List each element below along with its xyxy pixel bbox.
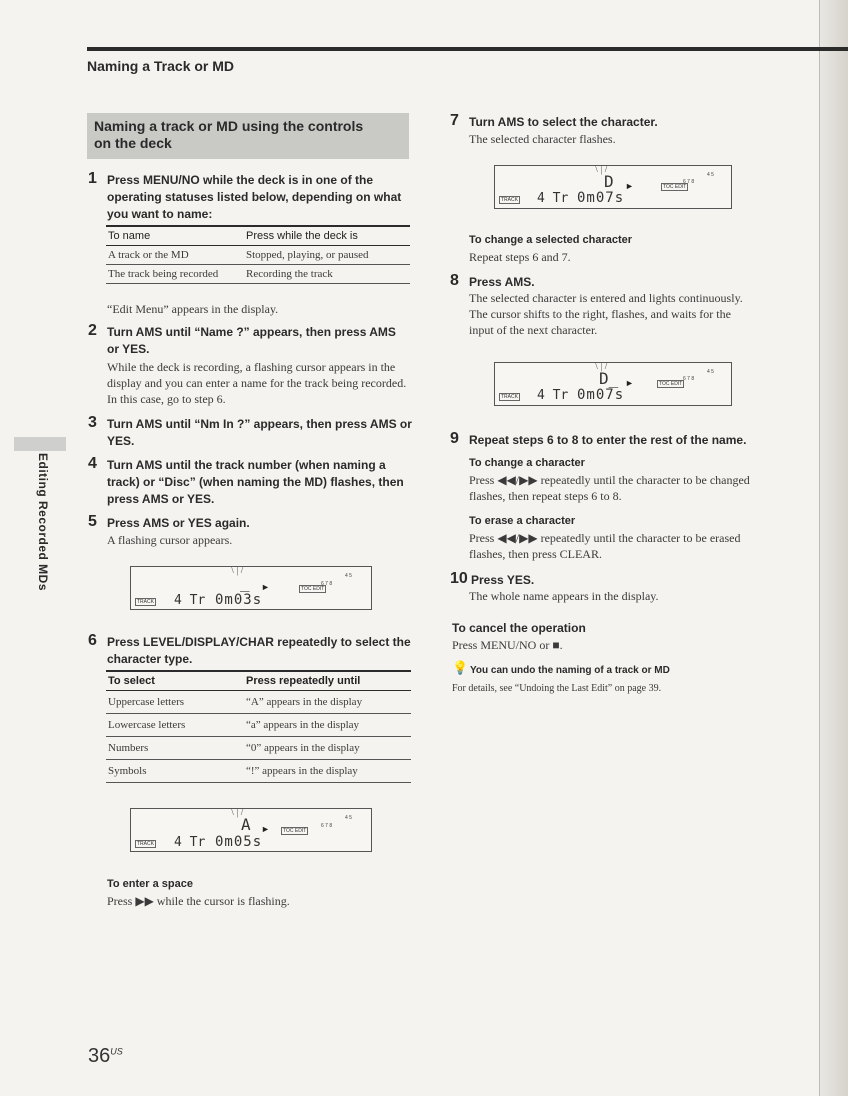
lcd-track-number: 4 Tr — [537, 388, 569, 403]
lcd-tocedit-tag: TOC EDIT — [659, 381, 683, 387]
lcd-track-number: 4 Tr — [537, 191, 569, 206]
table-cell: Stopped, playing, or paused — [244, 246, 410, 265]
table-cell: Lowercase letters — [106, 714, 244, 737]
table-row — [106, 737, 411, 760]
table-header: To name — [106, 226, 244, 246]
change-selected-body: Repeat steps 6 and 7. — [469, 250, 571, 264]
change-selected-subhead: To change a selected character — [469, 234, 633, 246]
cancel-subhead: To cancel the operation — [452, 621, 586, 635]
lcd-scale-top: 4 5 — [707, 172, 714, 178]
lcd-scale-top: 4 5 — [707, 369, 714, 375]
lcd-cursor-char: _ — [240, 573, 250, 592]
step-1-text: Press MENU/NO while the deck is in one of the operating statuses listed below, depending on what you want to name: — [107, 173, 402, 221]
change-char-subhead: To change a character — [469, 457, 585, 469]
tip-body: For details, see “Undoing the Last Edit” on page 39. — [452, 683, 662, 694]
section-title-line2: on the deck — [94, 135, 172, 151]
lcd-scale: 6 7 8 — [683, 376, 695, 382]
table-cell: Symbols — [106, 760, 244, 783]
lcd-track-number: 4 Tr — [174, 593, 206, 608]
lcd-track-tag: TRACK — [137, 599, 154, 605]
play-arrow-icon: ► — [625, 181, 634, 191]
lcd-scale-top: 4 5 — [345, 573, 352, 579]
side-tab-marker — [14, 437, 66, 451]
table-row — [106, 265, 410, 284]
lcd-track-tag: TRACK — [137, 841, 154, 847]
table-cell: “!” appears in the display — [244, 760, 411, 783]
lcd-track-tag: TRACK — [501, 394, 518, 400]
step-10-text: Press YES. — [471, 573, 535, 587]
flash-rays-icon: \ | / — [595, 164, 608, 175]
lcd-cursor-char: D_ — [599, 369, 619, 388]
side-chapter-label: Editing Recorded MDs — [36, 453, 50, 592]
lcd-time: 0m07s — [577, 190, 625, 206]
section-title-line1: Naming a track or MD using the controls — [94, 118, 364, 134]
step-2-body: While the deck is recording, a flashing cursor appears in the display and you can enter a name for the track being recorded. In this case, go to step 6. — [107, 360, 407, 406]
step-7-text: Turn AMS to select the character. — [469, 115, 658, 129]
step-6-table — [106, 670, 411, 783]
table-cell: Numbers — [106, 737, 244, 760]
table-cell: Uppercase letters — [106, 691, 244, 714]
table-row — [106, 760, 411, 783]
change-char-body: Press ◀◀/▶▶ repeatedly until the character to be changed flashes, then repeat steps 6 to 8. — [469, 473, 750, 503]
page-number-value: 36 — [88, 1045, 111, 1067]
lcd-track-number: 4 Tr — [174, 835, 206, 850]
lcd-tocedit-tag: TOC EDIT — [663, 184, 687, 190]
flash-rays-icon: \ | / — [595, 361, 608, 372]
step-2-text: Turn AMS until “Name ?” appears, then press AMS or YES. — [107, 325, 396, 356]
step-9-number: 9 — [450, 430, 459, 447]
table-header: Press while the deck is — [244, 226, 410, 246]
step-8-number: 8 — [450, 272, 459, 289]
step-3-number: 3 — [88, 414, 97, 431]
lcd-scale: 6 7 8 — [683, 179, 695, 185]
table-row — [106, 691, 411, 714]
table-cell: “0” appears in the display — [244, 737, 411, 760]
step-7-number: 7 — [450, 112, 459, 129]
table-cell: A track or the MD — [106, 246, 244, 265]
step-8-body: The selected character is entered and lights continuously. The cursor shifts to the right, flashes, and waits for the input of the next character. — [469, 291, 743, 337]
step-5-text: Press AMS or YES again. — [107, 516, 250, 530]
table-row — [106, 714, 411, 737]
table-header: To select — [106, 671, 244, 691]
step-8-text: Press AMS. — [469, 275, 535, 289]
lcd-time: 0m07s — [577, 387, 625, 403]
step-4-text: Turn AMS until the track number (when naming a track) or “Disc” (when naming the MD) flashes, then press AMS or YES. — [107, 458, 404, 506]
tip-heading: You can undo the naming of a track or MD — [470, 665, 670, 676]
space-subhead: To enter a space — [107, 878, 193, 890]
step-10-body: The whole name appears in the display. — [469, 589, 659, 603]
step-2-number: 2 — [88, 322, 97, 339]
lcd-scale: 6 7 8 — [321, 581, 333, 587]
page-number — [88, 1045, 123, 1068]
flash-rays-icon: \ | / — [231, 565, 244, 576]
lcd-tocedit-tag: TOC EDIT — [283, 828, 307, 834]
table-cell: Recording the track — [244, 265, 410, 284]
step-6-number: 6 — [88, 632, 97, 649]
table-cell: “A” appears in the display — [244, 691, 411, 714]
step-7-body: The selected character flashes. — [469, 132, 616, 146]
lcd-time: 0m05s — [215, 834, 263, 850]
table-cell: “a” appears in the display — [244, 714, 411, 737]
section-title-box — [87, 113, 409, 159]
play-arrow-icon: ► — [261, 582, 270, 592]
table-header: Press repeatedly until — [244, 671, 411, 691]
step-5-body: A flashing cursor appears. — [107, 533, 233, 547]
page-edge — [819, 0, 848, 1096]
table-row — [106, 246, 410, 265]
lcd-display — [130, 566, 372, 610]
step-5-number: 5 — [88, 513, 97, 530]
step-6-text: Press LEVEL/DISPLAY/CHAR repeatedly to select the character type. — [107, 635, 411, 666]
lcd-track-tag: TRACK — [501, 197, 518, 203]
erase-char-subhead: To erase a character — [469, 515, 576, 527]
step-1-number: 1 — [88, 170, 97, 187]
step-4-number: 4 — [88, 455, 97, 472]
lcd-scale: 6 7 8 — [321, 823, 333, 829]
step-1-table — [106, 225, 410, 284]
page-header-title: Naming a Track or MD — [87, 58, 235, 74]
lcd-tocedit-tag: TOC EDIT — [301, 586, 325, 592]
lcd-cursor-char: A — [241, 815, 251, 834]
step-1-after-text: “Edit Menu” appears in the display. — [107, 302, 279, 316]
lcd-scale-top: 4 5 — [345, 815, 352, 821]
step-10-number: 10 — [450, 570, 468, 587]
play-arrow-icon: ► — [261, 824, 270, 834]
erase-char-body: Press ◀◀/▶▶ repeatedly until the character to be erased flashes, then press CLEAR. — [469, 531, 741, 561]
lcd-display — [494, 165, 732, 209]
page-number-suffix: US — [110, 1046, 123, 1057]
step-9-text: Repeat steps 6 to 8 to enter the rest of the name. — [469, 433, 747, 447]
lcd-display — [494, 362, 732, 406]
flash-rays-icon: \ | / — [231, 807, 244, 818]
lcd-time: 0m03s — [215, 592, 263, 608]
table-cell: The track being recorded — [106, 265, 244, 284]
lightbulb-tip-icon: 💡 — [452, 660, 469, 675]
cancel-body: Press MENU/NO or ■. — [452, 638, 563, 652]
header-rule — [87, 47, 848, 51]
space-body: Press ▶▶ while the cursor is flashing. — [107, 894, 290, 908]
step-3-text: Turn AMS until “Nm In ?” appears, then press AMS or YES. — [107, 417, 412, 448]
lcd-display — [130, 808, 372, 852]
play-arrow-icon: ► — [625, 378, 634, 388]
lcd-cursor-char: D — [604, 172, 614, 191]
